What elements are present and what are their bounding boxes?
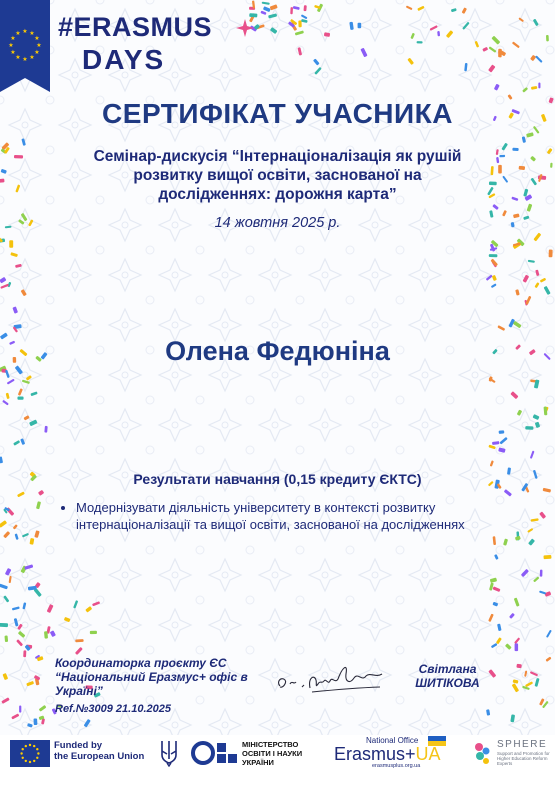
funded-line1: Funded by bbox=[54, 740, 103, 751]
confetti-piece bbox=[513, 321, 522, 329]
confetti-piece bbox=[298, 20, 301, 27]
confetti-piece bbox=[491, 283, 497, 288]
confetti-piece bbox=[489, 181, 497, 185]
confetti-piece bbox=[503, 538, 508, 545]
confetti-piece bbox=[510, 391, 518, 399]
confetti-piece bbox=[482, 47, 488, 52]
confetti-piece bbox=[499, 437, 507, 445]
sparkle-icon bbox=[235, 18, 255, 38]
confetti-piece bbox=[430, 25, 438, 31]
learning-outcome-item: • Модернізувати діяльність університету в контексті розвитку інтернаціоналізації та вищої освіти, заснованої на дослідженнях bbox=[76, 499, 516, 533]
confetti-piece bbox=[5, 568, 12, 576]
confetti-piece bbox=[498, 447, 505, 453]
confetti-piece bbox=[528, 260, 535, 263]
confetti-piece bbox=[533, 414, 540, 420]
confetti-piece bbox=[521, 569, 529, 577]
confetti-piece bbox=[290, 7, 293, 14]
confetti-piece bbox=[547, 148, 553, 154]
confetti-piece bbox=[90, 631, 97, 634]
confetti-piece bbox=[501, 143, 508, 151]
confetti-piece bbox=[540, 278, 546, 283]
confetti-piece bbox=[535, 678, 540, 687]
confetti-piece bbox=[349, 22, 353, 30]
confetti-piece bbox=[518, 17, 524, 22]
confetti-piece bbox=[486, 275, 493, 281]
confetti-piece bbox=[546, 35, 549, 41]
confetti-piece bbox=[44, 426, 47, 433]
confetti-piece bbox=[539, 511, 546, 519]
svg-text:★: ★ bbox=[22, 56, 28, 63]
confetti-piece bbox=[360, 48, 367, 58]
confetti-piece bbox=[513, 679, 519, 683]
confetti-piece bbox=[489, 46, 497, 53]
signatory-role-line2: “Національний Еразмус+ офіс в Україні” bbox=[55, 670, 248, 698]
confetti-piece bbox=[515, 643, 519, 651]
confetti-piece bbox=[23, 650, 26, 657]
confetti-piece bbox=[524, 670, 527, 676]
confetti-piece bbox=[14, 155, 23, 159]
confetti-piece bbox=[531, 178, 538, 186]
confetti-piece bbox=[491, 36, 500, 45]
confetti-piece bbox=[26, 375, 32, 381]
confetti-piece bbox=[22, 380, 30, 384]
confetti-piece bbox=[44, 631, 48, 638]
confetti-piece bbox=[515, 289, 520, 295]
erasmus-text: Erasmus+ bbox=[334, 744, 416, 764]
ministry-line1: МІНІСТЕРСТВО bbox=[242, 740, 299, 749]
confetti-piece bbox=[417, 41, 423, 43]
confetti-piece bbox=[530, 451, 535, 459]
confetti-piece bbox=[462, 7, 467, 14]
confetti-piece bbox=[523, 189, 528, 197]
sphere-subtitle: Support and Promotion for Higher Education Reform Experts bbox=[497, 751, 550, 766]
confetti-piece bbox=[512, 148, 518, 151]
confetti-piece bbox=[531, 86, 537, 90]
confetti-piece bbox=[534, 282, 539, 288]
footer-logos bbox=[0, 735, 555, 785]
confetti-piece bbox=[34, 530, 39, 538]
confetti-piece bbox=[2, 400, 9, 406]
confetti-piece bbox=[0, 584, 8, 590]
confetti-piece bbox=[540, 570, 543, 577]
sphere-logo-icon bbox=[472, 739, 492, 767]
confetti-piece bbox=[496, 149, 499, 155]
confetti-piece bbox=[50, 630, 56, 637]
confetti-piece bbox=[530, 156, 536, 162]
signature-image bbox=[272, 654, 387, 702]
confetti-piece bbox=[545, 656, 551, 661]
signatory-first-name: Світлана bbox=[418, 662, 477, 676]
confetti-piece bbox=[533, 233, 541, 242]
confetti-piece bbox=[546, 630, 552, 638]
confetti-piece bbox=[22, 602, 26, 609]
confetti-piece bbox=[64, 617, 71, 622]
confetti-piece bbox=[475, 41, 480, 48]
confetti-piece bbox=[27, 723, 33, 728]
confetti-piece bbox=[526, 132, 534, 137]
confetti-piece bbox=[13, 440, 20, 446]
confetti-piece bbox=[451, 8, 457, 12]
confetti-piece bbox=[410, 33, 415, 39]
confetti-piece bbox=[17, 396, 23, 399]
confetti-piece bbox=[494, 554, 499, 560]
erasmus-ua-logo bbox=[334, 744, 441, 765]
confetti-piece bbox=[406, 5, 413, 10]
confetti-piece bbox=[417, 6, 424, 11]
confetti-piece bbox=[262, 2, 270, 5]
sphere-name: SPHERE bbox=[497, 739, 548, 750]
confetti-piece bbox=[544, 286, 551, 295]
confetti-piece bbox=[11, 713, 19, 719]
confetti-piece bbox=[531, 518, 539, 522]
learning-outcomes-list bbox=[60, 499, 516, 533]
confetti-piece bbox=[18, 388, 23, 396]
confetti-piece bbox=[543, 555, 551, 559]
confetti-piece bbox=[84, 719, 91, 728]
confetti-piece bbox=[29, 538, 34, 545]
confetti-piece bbox=[489, 582, 494, 590]
confetti-piece bbox=[24, 564, 33, 570]
confetti-piece bbox=[5, 370, 10, 378]
confetti-piece bbox=[75, 639, 83, 642]
ministry-line3: УКРАЇНИ bbox=[242, 758, 274, 767]
reference-number: Ref.№3009 21.10.2025 bbox=[55, 703, 171, 715]
confetti-piece bbox=[492, 602, 498, 607]
confetti-piece bbox=[0, 179, 5, 183]
confetti-piece bbox=[13, 524, 18, 529]
confetti-piece bbox=[92, 601, 100, 606]
confetti-piece bbox=[15, 264, 22, 268]
confetti-piece bbox=[493, 536, 496, 545]
svg-text:★: ★ bbox=[22, 28, 28, 35]
confetti-piece bbox=[33, 718, 37, 725]
certificate-title: СЕРТИФІКАТ УЧАСНИКА bbox=[102, 98, 453, 129]
confetti-piece bbox=[464, 63, 467, 72]
confetti-piece bbox=[497, 624, 502, 632]
confetti-piece bbox=[19, 706, 21, 713]
confetti-piece bbox=[75, 647, 83, 655]
confetti-piece bbox=[514, 598, 520, 607]
confetti-piece bbox=[263, 6, 271, 12]
confetti-piece bbox=[502, 176, 508, 183]
signatory-role-line1: Координаторка проєкту ЄС bbox=[55, 656, 227, 670]
svg-text:★: ★ bbox=[10, 35, 16, 42]
confetti-piece bbox=[527, 204, 533, 212]
confetti-piece bbox=[20, 438, 25, 445]
confetti-piece bbox=[0, 623, 8, 627]
confetti-piece bbox=[4, 635, 8, 642]
confetti-piece bbox=[2, 673, 8, 680]
confetti-piece bbox=[21, 138, 26, 146]
eu-flag-icon bbox=[10, 740, 50, 767]
ministry-text bbox=[242, 740, 302, 767]
confetti-piece bbox=[12, 606, 20, 610]
national-office-label: National Office bbox=[366, 736, 419, 745]
confetti-piece bbox=[505, 643, 512, 650]
confetti-piece bbox=[512, 41, 520, 48]
svg-text:★: ★ bbox=[29, 30, 35, 37]
confetti-piece bbox=[498, 165, 502, 174]
signatory-name bbox=[400, 662, 495, 690]
confetti-piece bbox=[512, 683, 519, 692]
confetti-piece bbox=[260, 11, 266, 15]
ministry-line2: ОСВІТИ І НАУКИ bbox=[242, 749, 303, 758]
confetti-piece bbox=[36, 501, 41, 509]
svg-text:★: ★ bbox=[36, 42, 42, 49]
confetti-piece bbox=[516, 664, 521, 668]
confetti-piece bbox=[437, 31, 440, 36]
confetti-piece bbox=[1, 169, 7, 174]
signatory-last-name: ШИТІКОВА bbox=[415, 676, 480, 690]
confetti-piece bbox=[490, 578, 497, 583]
confetti-piece bbox=[39, 705, 47, 712]
confetti-piece bbox=[38, 490, 44, 496]
confetti-piece bbox=[3, 531, 10, 538]
confetti-piece bbox=[446, 30, 454, 38]
confetti-piece bbox=[47, 604, 54, 613]
confetti-piece bbox=[16, 639, 23, 646]
confetti-piece bbox=[491, 643, 498, 648]
confetti-piece bbox=[499, 155, 505, 158]
confetti-piece bbox=[519, 166, 526, 170]
svg-text:★: ★ bbox=[15, 30, 21, 37]
confetti-piece bbox=[324, 32, 330, 37]
confetti-piece bbox=[523, 275, 530, 283]
confetti-piece bbox=[270, 27, 278, 34]
confetti-piece bbox=[535, 422, 540, 428]
confetti-piece bbox=[488, 64, 495, 72]
confetti-piece bbox=[494, 84, 500, 91]
event-title: Семінар-дискусія “Інтернаціоналізація як рушій розвитку вищої освіти, заснованої на дослідженнях: дорожня карта” bbox=[93, 148, 462, 203]
confetti-piece bbox=[488, 445, 495, 450]
confetti-piece bbox=[462, 22, 470, 30]
confetti-piece bbox=[7, 379, 15, 385]
eu-flag-icon bbox=[0, 0, 50, 92]
confetti-piece bbox=[535, 270, 539, 276]
confetti-piece bbox=[549, 249, 553, 257]
confetti-piece bbox=[527, 528, 533, 533]
confetti-piece bbox=[9, 576, 12, 583]
confetti-piece bbox=[538, 82, 540, 88]
confetti-piece bbox=[525, 426, 533, 430]
confetti-piece bbox=[530, 671, 538, 676]
confetti-piece bbox=[499, 430, 505, 434]
confetti-piece bbox=[522, 87, 528, 93]
ministry-logo-icon bbox=[190, 739, 238, 767]
confetti-piece bbox=[493, 586, 501, 592]
confetti-piece bbox=[0, 277, 6, 284]
confetti-piece bbox=[510, 714, 515, 722]
confetti-piece bbox=[3, 595, 9, 602]
confetti-piece bbox=[1, 697, 10, 704]
confetti-piece bbox=[22, 533, 29, 538]
confetti-piece bbox=[530, 55, 536, 61]
confetti-piece bbox=[535, 55, 543, 63]
confetti-piece bbox=[492, 204, 499, 210]
confetti-piece bbox=[496, 157, 499, 163]
confetti-piece bbox=[6, 393, 10, 399]
confetti-piece bbox=[268, 13, 277, 18]
confetti-piece bbox=[539, 698, 545, 706]
confetti-piece bbox=[26, 681, 34, 686]
confetti-piece bbox=[543, 488, 552, 493]
confetti-piece bbox=[10, 252, 18, 257]
confetti-piece bbox=[270, 4, 278, 10]
confetti-piece bbox=[486, 709, 490, 715]
erasmus-ua-text: UA bbox=[415, 744, 441, 764]
trident-icon bbox=[160, 739, 178, 767]
confetti-piece bbox=[490, 166, 493, 175]
confetti-piece bbox=[492, 441, 500, 445]
confetti-piece bbox=[509, 613, 515, 619]
confetti-piece bbox=[533, 576, 539, 582]
confetti-piece bbox=[490, 460, 494, 466]
confetti-piece bbox=[18, 631, 26, 638]
confetti-piece bbox=[522, 136, 526, 143]
svg-text:★: ★ bbox=[29, 54, 35, 61]
confetti-piece bbox=[85, 606, 92, 613]
confetti-piece bbox=[21, 289, 27, 296]
confetti-piece bbox=[533, 19, 539, 27]
erasmus-days-logo-days: DAYS bbox=[82, 44, 166, 75]
confetti-piece bbox=[17, 491, 25, 497]
confetti-piece bbox=[15, 184, 20, 192]
confetti-piece bbox=[14, 618, 19, 627]
confetti-piece bbox=[249, 13, 257, 17]
confetti-piece bbox=[301, 14, 308, 19]
confetti-piece bbox=[301, 19, 308, 23]
confetti-piece bbox=[514, 637, 520, 644]
confetti-piece bbox=[0, 520, 7, 528]
svg-text:★: ★ bbox=[15, 54, 21, 61]
confetti-piece bbox=[15, 533, 19, 540]
confetti-piece bbox=[497, 325, 505, 331]
learning-outcomes-title: Результати навчання (0,15 кредиту ЄКТС) bbox=[133, 471, 422, 487]
confetti-piece bbox=[492, 275, 497, 281]
confetti-piece bbox=[29, 419, 38, 426]
confetti-piece bbox=[297, 47, 302, 55]
funded-line2: the European Union bbox=[54, 751, 145, 762]
confetti-piece bbox=[295, 30, 304, 35]
funded-by-eu-text bbox=[54, 740, 144, 762]
confetti-piece bbox=[517, 410, 523, 416]
confetti-piece bbox=[313, 58, 320, 65]
confetti-piece bbox=[511, 197, 518, 202]
confetti-piece bbox=[528, 538, 535, 545]
confetti-piece bbox=[12, 306, 18, 313]
confetti-piece bbox=[525, 681, 533, 687]
svg-text:★: ★ bbox=[34, 49, 40, 56]
confetti-piece bbox=[0, 456, 3, 463]
confetti-piece bbox=[550, 163, 553, 168]
confetti-piece bbox=[30, 391, 37, 396]
confetti-piece bbox=[293, 6, 300, 10]
svg-text:★: ★ bbox=[34, 35, 40, 42]
confetti-piece bbox=[539, 591, 546, 595]
confetti-piece bbox=[23, 415, 29, 420]
participant-name: Олена Федюніна bbox=[165, 336, 390, 366]
confetti-piece bbox=[303, 5, 306, 11]
event-date: 14 жовтня 2025 р. bbox=[214, 215, 341, 231]
confetti-piece bbox=[407, 58, 414, 65]
confetti-piece bbox=[489, 254, 498, 257]
confetti-piece bbox=[488, 614, 494, 622]
confetti-piece bbox=[358, 23, 362, 29]
erasmus-site-text: erasmusplus.org.ua bbox=[372, 763, 421, 769]
confetti-piece bbox=[73, 600, 78, 609]
signatory-role bbox=[55, 656, 285, 698]
erasmus-days-logo: #ERASMUS bbox=[58, 12, 213, 42]
confetti-piece bbox=[515, 536, 521, 541]
confetti-piece bbox=[9, 240, 13, 248]
confetti-piece bbox=[496, 637, 502, 644]
svg-text:★: ★ bbox=[10, 49, 16, 56]
confetti-piece bbox=[314, 67, 322, 75]
svg-text:★: ★ bbox=[8, 42, 14, 49]
confetti-piece bbox=[504, 489, 512, 497]
